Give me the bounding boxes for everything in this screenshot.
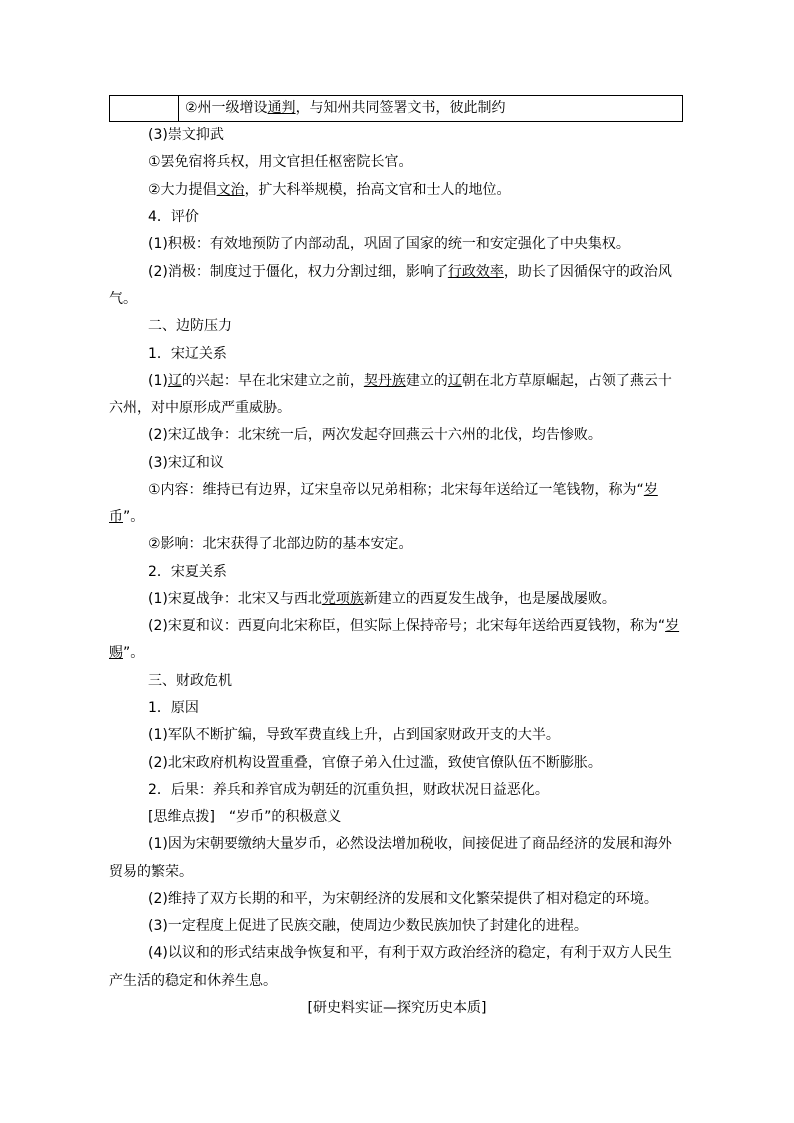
paragraph-line: (4)以议和的形式结束战争恢复和平，有利于双方政治经济的稳定，有利于双方人民生 (148, 945, 672, 961)
paragraph-line: 六州，对中原形成严重威胁。 (109, 400, 291, 416)
table-cell-text: ②州一级增设通判，与知州共同签署文书，彼此制约 (185, 100, 506, 116)
paragraph-line: (2)宋辽战争：北宋统一后，两次发起夺回燕云十六州的北伐，均告惨败。 (148, 427, 602, 443)
thinking-tip-heading: [思维点拨] “岁币”的积极意义 (148, 809, 342, 825)
paragraph-line: 币”。 (109, 509, 145, 525)
paragraph-line: (1)辽的兴起：早在北宋建立之前，契丹族建立的辽朝在北方草原崛起，占领了燕云十 (148, 373, 672, 389)
paragraph-line: 2．后果：养兵和养官成为朝廷的沉重负担，财政状况日益恶化。 (148, 782, 549, 798)
table-row (109, 95, 683, 122)
paragraph-line: (2)消极：制度过于僵化，权力分割过细，影响了行政效率，助长了因循保守的政治风 (148, 264, 672, 280)
subheading-causes: 1．原因 (148, 700, 199, 716)
table-cell-empty (110, 96, 179, 121)
subheading-chongwen: (3)崇文抑武 (148, 127, 224, 143)
paragraph-line: (3)一定程度上促进了民族交融，使周边少数民族加快了封建化的进程。 (148, 918, 588, 934)
section-heading-evaluation: 4．评价 (148, 209, 199, 225)
section-heading-footer: [研史料实证—探究历史本质] (307, 1000, 487, 1016)
paragraph-line: (3)宋辽和议 (148, 455, 224, 471)
paragraph-line: ②影响：北宋获得了北部边防的基本安定。 (148, 536, 413, 552)
paragraph-line: 赐”。 (109, 645, 145, 661)
paragraph-line: 贸易的繁荣。 (109, 864, 193, 880)
paragraph-line: 产生活的稳定和休养生息。 (109, 973, 277, 989)
paragraph-line: (2)宋夏和议：西夏向北宋称臣，但实际上保持帝号；北宋每年送给西夏钱物，称为“岁 (148, 618, 680, 634)
paragraph-line: (1)军队不断扩编，导致军费直线上升，占到国家财政开支的大半。 (148, 727, 560, 743)
section-heading-border: 二、边防压力 (148, 318, 232, 334)
paragraph-line: ①内容：维持已有边界，辽宋皇帝以兄弟相称；北宋每年送给辽一笔钱物，称为“岁 (148, 482, 658, 498)
paragraph-line: (1)积极：有效地预防了内部动乱，巩固了国家的统一和安定强化了中央集权。 (148, 236, 630, 252)
subheading-song-xia: 2．宋夏关系 (148, 564, 227, 580)
paragraph-line: (1)宋夏战争：北宋又与西北党项族新建立的西夏发生战争，也是屡战屡败。 (148, 591, 616, 607)
paragraph-line: 气。 (109, 291, 137, 307)
section-heading-finance: 三、财政危机 (148, 673, 232, 689)
paragraph-line: (2)北宋政府机构设置重叠，官僚子弟入仕过滥，致使官僚队伍不断膨胀。 (148, 755, 602, 771)
paragraph-line: (2)维持了双方长期的和平，为宋朝经济的发展和文化繁荣提供了相对稳定的环境。 (148, 891, 658, 907)
paragraph-line: ②大力提倡文治，扩大科举规模，抬高文官和士人的地位。 (148, 182, 511, 198)
paragraph-line: (1)因为宋朝要缴纳大量岁币，必然设法增加税收，间接促进了商品经济的发展和海外 (148, 836, 672, 852)
paragraph-line: ①罢免宿将兵权，用文官担任枢密院长官。 (148, 154, 413, 170)
subheading-song-liao: 1．宋辽关系 (148, 346, 227, 362)
